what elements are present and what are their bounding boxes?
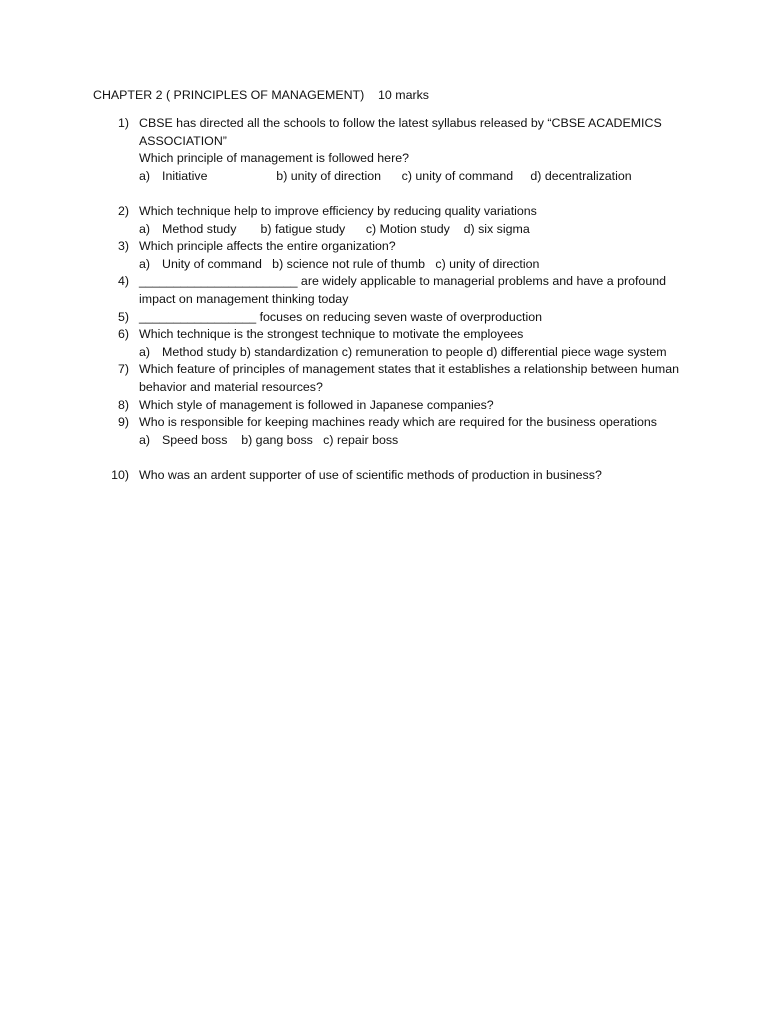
question-number: 1): [117, 116, 129, 130]
question-text: Which principle affects the entire organization?: [139, 239, 396, 254]
option-letter: a): [139, 344, 151, 359]
question-text: Which technique help to improve efficiency by reducing quality variations: [139, 203, 537, 218]
question-text: Who was an ardent supporter of use of scientific methods of production in business?: [139, 468, 602, 483]
question-number: 9): [117, 415, 129, 430]
option-letter: a): [139, 256, 151, 271]
question-4: [93, 273, 693, 308]
option-text: Method study b) standardization c) remuneration to people d) differential piece wage system: [162, 344, 667, 359]
question-number: 6): [117, 327, 129, 342]
question-options: [139, 344, 693, 362]
option-letter: a): [139, 168, 151, 183]
question-number: 5): [117, 309, 129, 324]
question-number: 8): [117, 397, 129, 412]
question-6: [93, 326, 693, 361]
question-options: [139, 256, 693, 274]
question-number: 4): [117, 274, 129, 289]
question-text: Which technique is the strongest technique to motivate the employees: [139, 327, 524, 342]
question-list: [93, 115, 693, 485]
question-text: Which style of management is followed in Japanese companies?: [139, 397, 494, 412]
question-text: Who is responsible for keeping machines ready which are required for the business operations: [139, 415, 657, 430]
option-text: Unity of command b) science not rule of thumb c) unity of direction: [162, 256, 540, 271]
question-text: Which principle of management is followed here?: [139, 151, 409, 166]
option-text: Method study b) fatigue study c) Motion study d) six sigma: [162, 221, 530, 236]
question-number: 7): [117, 362, 129, 377]
question-10: [93, 467, 693, 485]
question-text: _________________ focuses on reducing seven waste of overproduction: [139, 309, 542, 324]
question-options: [139, 221, 693, 239]
question-text: _______________________ are widely applicable to managerial problems and have a profound impact on management thinking today: [139, 274, 667, 306]
option-letter: a): [139, 221, 151, 236]
question-number: 3): [117, 239, 129, 254]
question-7: [93, 361, 693, 396]
question-5: [93, 309, 693, 327]
chapter-title: CHAPTER 2 ( PRINCIPLES OF MANAGEMENT) 10 marks: [93, 88, 429, 102]
question-text: CBSE has directed all the schools to follow the latest syllabus released by “CBSE ACADEMICS ASSOCIATION”: [139, 116, 662, 148]
question-number: 2): [117, 203, 129, 218]
question-2: [93, 203, 693, 238]
question-number: 10): [111, 468, 129, 483]
option-text: Speed boss b) gang boss c) repair boss: [162, 432, 399, 447]
question-1: [93, 115, 693, 185]
option-text: Initiative b) unity of direction c) unity of command d) decentralization: [162, 168, 632, 183]
question-9: [93, 414, 693, 449]
question-text: Which feature of principles of management states that it establishes a relationship between human behavior and material resources?: [139, 362, 679, 394]
question-8: [93, 397, 693, 415]
question-options: [139, 432, 693, 450]
question-options: [139, 168, 693, 186]
option-letter: a): [139, 432, 151, 447]
question-3: [93, 238, 693, 273]
